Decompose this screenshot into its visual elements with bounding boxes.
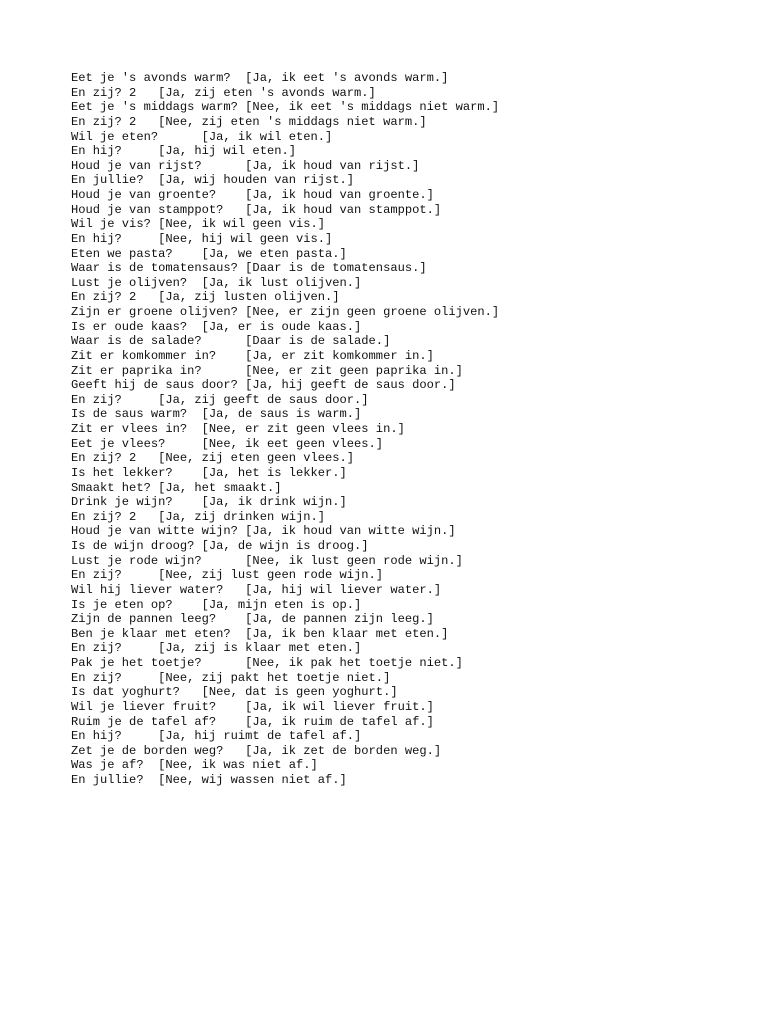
text-line: Zit er vlees in? [Nee, er zit geen vlees in.] — [71, 422, 405, 436]
text-line: Is de wijn droog? [Ja, de wijn is droog.] — [71, 539, 369, 553]
text-line: Was je af? [Nee, ik was niet af.] — [71, 758, 318, 773]
text-line: Eet je 's avonds warm? [Ja, ik eet 's avonds warm.] — [71, 71, 449, 85]
text-line: Houd je van rijst? [Ja, ik houd van rijst.] — [71, 158, 420, 173]
text-line: Eet je vlees? [Nee, ik eet geen vlees.] — [71, 436, 384, 451]
text-line: Zijn er groene olijven? [Nee, er zijn geen groene olijven.] — [71, 305, 500, 319]
text-line: En jullie? [Nee, wij wassen niet af.] — [71, 773, 347, 787]
text-line: Lust je rode wijn? [Nee, ik lust geen rode wijn.] — [71, 553, 463, 568]
text-line: Ruim je de tafel af? [Ja, ik ruim de tafel af.] — [71, 714, 434, 729]
text-line: Wil je vis? [Nee, ik wil geen vis.] — [71, 217, 326, 232]
text-line: Waar is de salade? [Daar is de salade.] — [71, 334, 391, 349]
text-line: Zijn de pannen leeg? [Ja, de pannen zijn leeg.] — [71, 612, 434, 627]
text-line: Lust je olijven? [Ja, ik lust olijven.] — [71, 275, 362, 290]
text-line: Geeft hij de saus door? [Ja, hij geeft de saus door.] — [71, 378, 456, 393]
text-line: En zij? [Ja, zij is klaar met eten.] — [71, 641, 362, 656]
text-line: En zij? [Nee, zij lust geen rode wijn.] — [71, 568, 384, 583]
text-line: Eten we pasta? [Ja, we eten pasta.] — [71, 246, 347, 261]
text-line: Wil je liever fruit? [Ja, ik wil liever fruit.] — [71, 699, 434, 714]
text-line: En zij? 2 [Nee, zij eten 's middags niet warm.] — [71, 114, 427, 129]
text-line: En hij? [Nee, hij wil geen vis.] — [71, 231, 333, 246]
text-line: En zij? 2 [Nee, zij eten geen vlees.] — [71, 451, 355, 466]
text-line: En hij? [Ja, hij wil eten.] — [71, 144, 296, 159]
text-line: Is je eten op? [Ja, mijn eten is op.] — [71, 597, 362, 612]
text-line: En zij? 2 [Ja, zij drinken wijn.] — [71, 509, 326, 524]
text-line: Zit er komkommer in? [Ja, er zit komkommer in.] — [71, 348, 434, 363]
text-line: En zij? 2 [Ja, zij eten 's avonds warm.] — [71, 85, 376, 100]
text-line: Waar is de tomatensaus? [Daar is de tomatensaus.] — [71, 261, 427, 276]
text-line: Is het lekker? [Ja, het is lekker.] — [71, 465, 347, 480]
text-line: Ben je klaar met eten? [Ja, ik ben klaar met eten.] — [71, 626, 449, 641]
text-line: En hij? [Ja, hij ruimt de tafel af.] — [71, 729, 362, 744]
text-line: Wil hij liever water? [Ja, hij wil liever water.] — [71, 582, 442, 597]
text-line: Zit er paprika in? [Nee, er zit geen paprika in.] — [71, 363, 463, 378]
text-line: Eet je 's middags warm? [Nee, ik eet 's middags niet warm.] — [71, 100, 500, 115]
text-line: En zij? [Ja, zij geeft de saus door.] — [71, 392, 369, 407]
document-page — [71, 71, 751, 788]
text-line: En zij? 2 [Ja, zij lusten olijven.] — [71, 290, 340, 305]
text-line: Smaakt het? [Ja, het smaakt.] — [71, 480, 282, 495]
text-line: Pak je het toetje? [Nee, ik pak het toetje niet.] — [71, 656, 463, 670]
text-line: Wil je eten? [Ja, ik wil eten.] — [71, 129, 333, 144]
text-line: En zij? [Nee, zij pakt het toetje niet.] — [71, 670, 391, 685]
text-line: Houd je van groente? [Ja, ik houd van groente.] — [71, 188, 434, 202]
text-line: Is dat yoghurt? [Nee, dat is geen yoghurt.] — [71, 685, 398, 700]
text-line: Houd je van witte wijn? [Ja, ik houd van witte wijn.] — [71, 524, 456, 539]
text-line: En jullie? [Ja, wij houden van rijst.] — [71, 173, 355, 188]
text-line: Is de saus warm? [Ja, de saus is warm.] — [71, 407, 362, 422]
text-line: Is er oude kaas? [Ja, er is oude kaas.] — [71, 319, 362, 334]
text-line: Houd je van stamppot? [Ja, ik houd van stamppot.] — [71, 202, 442, 217]
text-line: Zet je de borden weg? [Ja, ik zet de borden weg.] — [71, 743, 442, 758]
text-line: Drink je wijn? [Ja, ik drink wijn.] — [71, 495, 347, 510]
